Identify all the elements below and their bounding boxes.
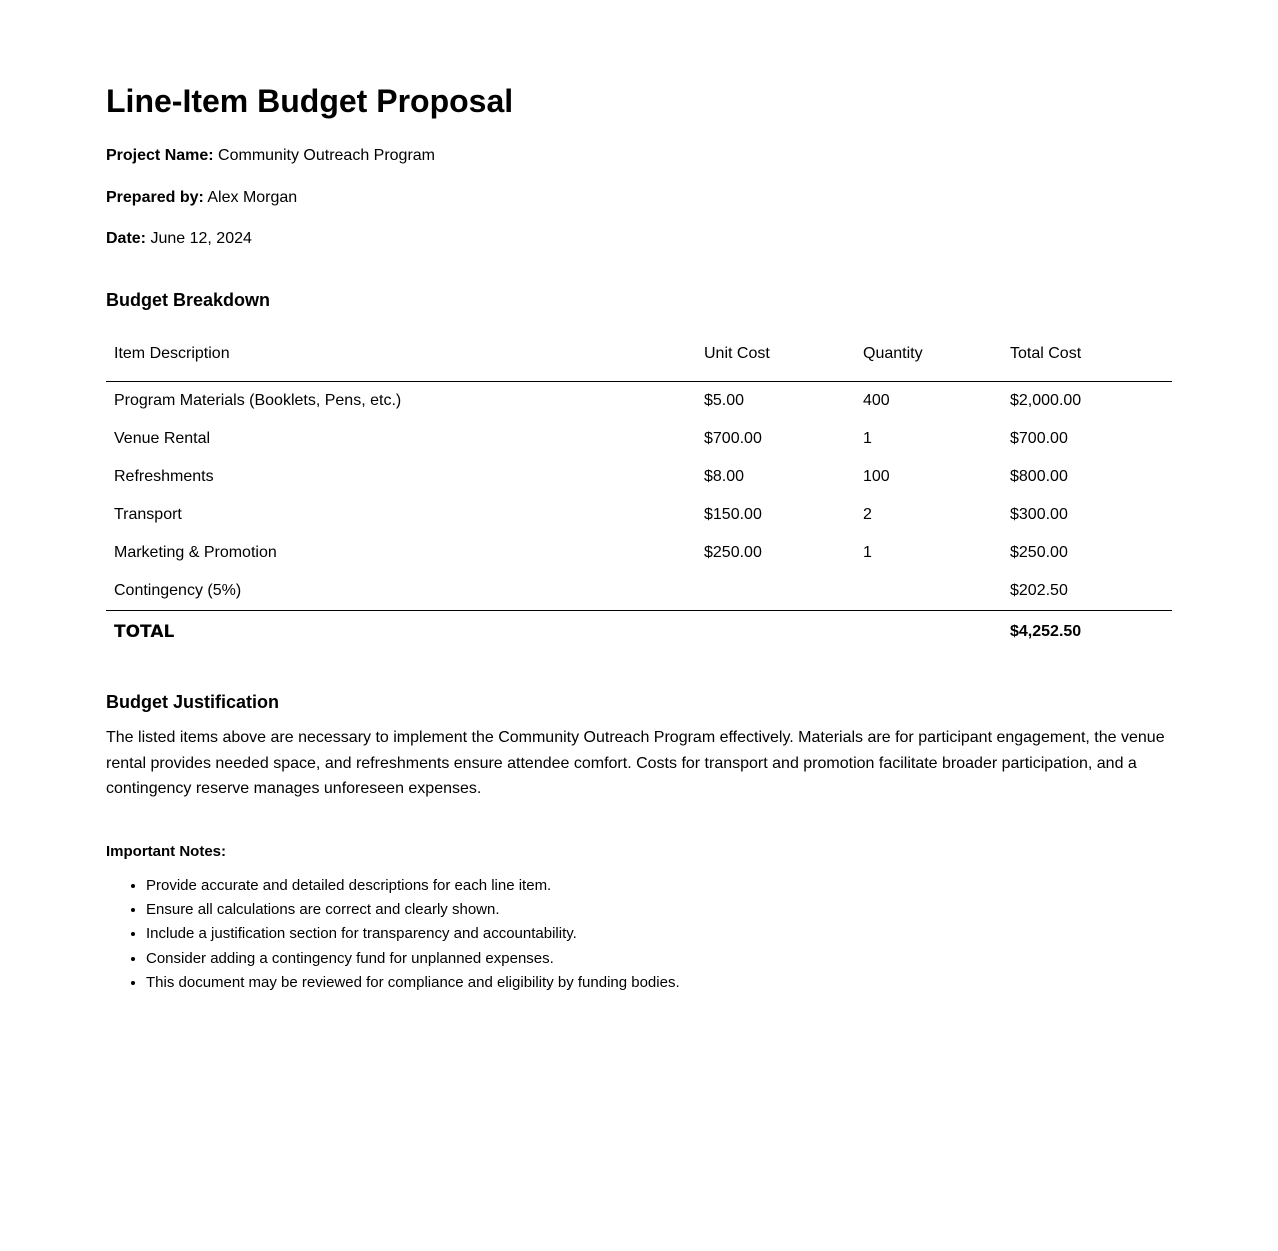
cell-unit-cost: $250.00 [704,544,762,561]
cell-total-cost: $2,000.00 [1010,392,1082,409]
meta-prepared-by [106,188,1172,208]
table-row [106,458,1172,496]
budget-justification-text: The listed items above are necessary to implement the Community Outreach Program effectively. Materials are for participant engagement, the venue rental provides needed space, and refreshments ensure attendee comfort. Costs for transport and promotion facilitate broader participation, and a contingency reserve manages unforeseen expenses. [106,729,1165,797]
meta-date-label: Date: [106,230,147,247]
meta-date [106,229,1172,249]
cell-quantity [855,572,1002,611]
list-item: • This document may be reviewed for compliance and eligibility by funding bodies. [146,971,1172,995]
budget-breakdown-heading: Budget Breakdown [106,290,271,310]
table-row [106,572,1172,611]
cell-item-description: Venue Rental [114,430,211,447]
total-empty-cell [855,611,1002,654]
list-item: • Include a justification section for transparency and accountability. [146,922,1172,946]
list-item: • Ensure all calculations are correct and clearly shown. [146,898,1172,922]
table-row [106,420,1172,458]
important-notes-list [106,874,1172,996]
total-empty-cell [696,611,855,654]
budget-table [106,335,1172,653]
cell-quantity: 100 [863,468,890,485]
cell-total-cost: $250.00 [1010,544,1068,561]
cell-quantity: 1 [863,430,872,447]
meta-prepared-label: Prepared by: [106,189,204,206]
budget-justification-heading: Budget Justification [106,692,280,712]
cell-item-description: Transport [114,506,182,523]
list-item: • Provide accurate and detailed descriptions for each line item. [146,874,1172,898]
column-header-item-description: Item Description [106,335,696,382]
table-total-row [106,611,1172,654]
cell-unit-cost: $5.00 [704,392,745,409]
table-row [106,382,1172,421]
column-header-total-cost: Total Cost [1002,335,1172,382]
meta-prepared-value: Alex Morgan [207,189,298,206]
cell-quantity: 1 [863,544,872,561]
important-notes-title: Important Notes: [106,842,226,860]
cell-unit-cost: $150.00 [704,506,762,523]
cell-quantity: 2 [863,506,872,523]
cell-total-cost: $800.00 [1010,468,1068,485]
cell-total-cost: $202.50 [1010,582,1068,599]
cell-unit-cost [696,572,855,611]
total-label: TOTAL [106,611,696,654]
column-header-unit-cost: Unit Cost [696,335,855,382]
list-item: • Consider adding a contingency fund for unplanned expenses. [146,947,1172,971]
table-row [106,496,1172,534]
meta-project [106,146,1172,166]
meta-date-value: June 12, 2024 [150,230,252,247]
cell-unit-cost: $8.00 [704,468,745,485]
document-page [106,0,1172,996]
page-title: Line-Item Budget Proposal [106,83,514,119]
column-header-quantity: Quantity [855,335,1002,382]
cell-unit-cost: $700.00 [704,430,762,447]
cell-quantity: 400 [863,392,890,409]
cell-total-cost: $300.00 [1010,506,1068,523]
cell-total-cost: $700.00 [1010,430,1068,447]
cell-item-description: Refreshments [114,468,214,485]
table-row [106,534,1172,572]
cell-item-description: Program Materials (Booklets, Pens, etc.) [114,392,402,409]
table-header-row [106,335,1172,382]
cell-item-description: Marketing & Promotion [114,544,277,561]
total-value: $4,252.50 [1002,611,1172,654]
meta-project-value: Community Outreach Program [218,147,436,164]
cell-item-description: Contingency (5%) [114,582,242,599]
meta-project-label: Project Name: [106,147,214,164]
